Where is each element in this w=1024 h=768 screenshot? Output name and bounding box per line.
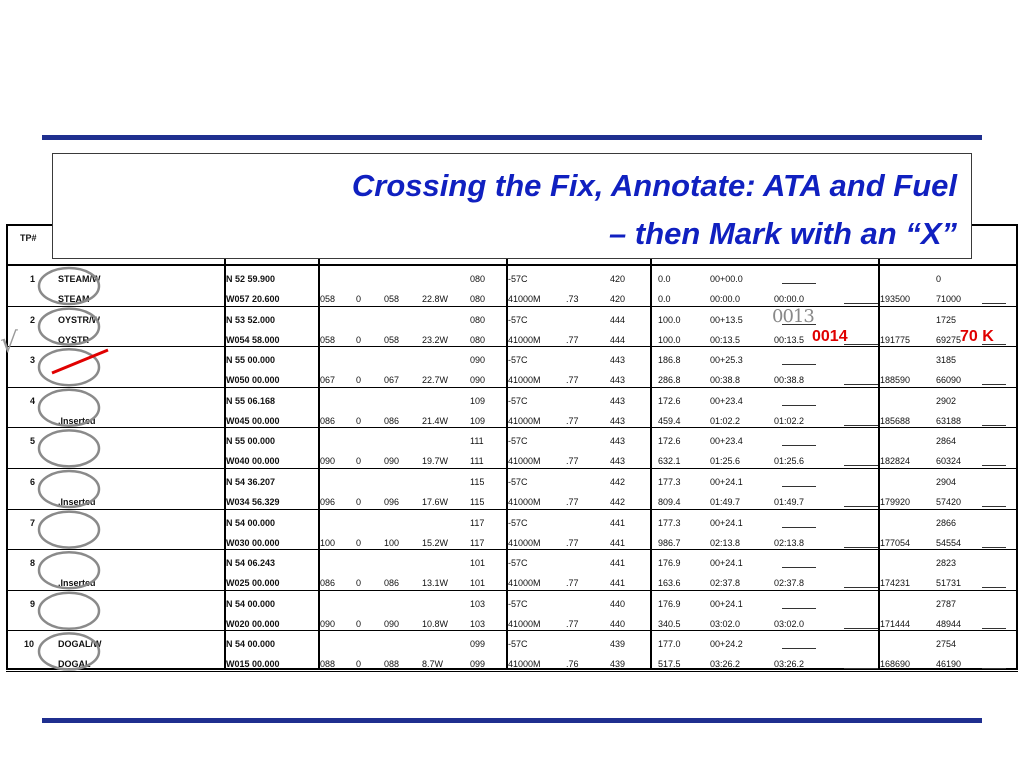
cell-tc: 100 [320, 537, 336, 548]
cell-name2: OYSTR [58, 334, 90, 345]
cell-ete1: 00+24.1 [710, 477, 743, 487]
cell-wind: 19.7W [422, 456, 449, 467]
cell-var: 0 [356, 578, 362, 589]
cell-dist2: 286.8 [658, 375, 681, 386]
cell-ete1: 00+00.0 [710, 274, 743, 284]
cell-mach: .77 [566, 334, 579, 345]
cell-tas2: 420 [610, 294, 626, 304]
cell-mh2: 080 [470, 334, 486, 345]
cell-lon: W034 56.329 [226, 497, 280, 507]
cell-dist2: 986.7 [658, 537, 681, 548]
row-divider [6, 306, 1018, 307]
cell-dist1: 172.6 [658, 436, 681, 447]
cell-wind: 15.2W [422, 537, 449, 548]
column-divider [1016, 224, 1018, 670]
cell-dist1: 177.3 [658, 477, 681, 487]
fill-in-blank[interactable] [844, 496, 878, 507]
cell-mh2: 109 [470, 415, 486, 426]
cell-mh2: 111 [470, 456, 484, 467]
cell-eta: 01:25.6 [774, 456, 805, 467]
cell-tas2: 443 [610, 375, 626, 386]
cell-mc: 067 [384, 375, 400, 386]
fill-in-blank[interactable] [982, 618, 1006, 629]
handwritten-time: 0013 [772, 306, 814, 327]
cell-mach: .77 [566, 415, 579, 426]
cell-wind: 8.7W [422, 659, 444, 670]
fill-in-blank[interactable] [844, 415, 878, 426]
cell-name2: .Inserted [58, 415, 96, 426]
cell-temp: -57C [508, 355, 528, 366]
cell-ete2: 01:02.2 [710, 415, 741, 426]
cell-dist1: 0.0 [658, 274, 671, 284]
cell-alt: 41000M [508, 578, 541, 589]
title-line-2: – then Mark with an “X” [609, 216, 957, 251]
cell-tas1: 441 [610, 558, 626, 569]
cell-lon: W045 00.000 [226, 415, 280, 426]
top-rule [42, 135, 982, 140]
cell-lat: N 55 00.000 [226, 436, 276, 447]
cell-ete1: 00+24.1 [710, 598, 743, 609]
cell-fuel-a: 185688 [880, 415, 911, 426]
cell-ete2: 02:13.8 [710, 537, 741, 548]
cell-tc: 090 [320, 618, 336, 629]
cell-tp: 10 [24, 639, 35, 650]
cell-lat: N 55 00.000 [226, 355, 276, 366]
cell-mh1: 090 [470, 355, 486, 366]
cell-mh2: 115 [470, 497, 485, 507]
cell-mh1: 099 [470, 639, 486, 650]
fill-in-blank[interactable] [982, 293, 1006, 304]
cell-temp: -57C [508, 477, 528, 487]
cell-mach: .77 [566, 537, 579, 548]
cell-tas1: 440 [610, 598, 626, 609]
cell-dist2: 517.5 [658, 659, 681, 670]
cell-lat: N 54 00.000 [226, 598, 276, 609]
cell-tas2: 440 [610, 618, 626, 629]
cell-wind: 22.8W [422, 294, 449, 304]
cell-tas2: 444 [610, 334, 626, 345]
cell-tc: 058 [320, 334, 336, 345]
cell-tp: 7 [30, 517, 36, 528]
cell-dist1: 100.0 [658, 314, 681, 325]
cell-lon: W040 00.000 [226, 456, 280, 467]
row-divider [6, 427, 1018, 428]
red-time-annotation: 0014 [812, 328, 848, 345]
cell-fuel-r1: 2754 [936, 639, 957, 650]
fill-in-blank[interactable] [782, 598, 816, 609]
cell-tc: 067 [320, 375, 336, 386]
cell-ete2: 01:25.6 [710, 456, 741, 467]
cell-fuel-a: 174231 [880, 578, 911, 589]
fill-in-blank[interactable] [844, 577, 878, 588]
cell-tp: 9 [30, 598, 36, 609]
cell-fuel-r2: 63188 [936, 415, 962, 426]
cell-fuel-r1: 2866 [936, 517, 957, 528]
cell-alt: 41000M [508, 659, 541, 670]
cell-tp: 5 [30, 436, 36, 447]
cell-tp: 2 [30, 314, 36, 325]
cell-name2: DOGAL [58, 659, 91, 670]
cell-var: 0 [356, 618, 362, 629]
cell-temp: -57C [508, 314, 528, 325]
cell-tc: 090 [320, 456, 336, 467]
cell-eta: 01:49.7 [774, 497, 805, 507]
cell-tp: 6 [30, 477, 36, 487]
cell-mach: .77 [566, 375, 579, 386]
cell-tc: 088 [320, 659, 336, 670]
slide-title [77, 162, 957, 258]
column-divider [6, 224, 8, 670]
cell-mh2: 080 [470, 294, 486, 304]
cell-wind: 17.6W [422, 497, 449, 507]
cell-tas1: 420 [610, 274, 626, 284]
cell-fuel-r2: 46190 [936, 659, 962, 670]
cell-ete2: 00:00.0 [710, 294, 741, 304]
cell-tas1: 444 [610, 314, 626, 325]
cell-mc: 096 [384, 497, 400, 507]
cell-fuel-a: 188590 [880, 375, 911, 386]
red-fuel-annotation: 70 K [960, 328, 994, 345]
cell-alt: 41000M [508, 375, 541, 386]
cell-mh1: 080 [470, 314, 486, 325]
cell-eta: 03:02.0 [774, 618, 805, 629]
cell-var: 0 [356, 334, 362, 345]
cell-eta: 00:00.0 [774, 294, 805, 304]
cell-fuel-r1: 2864 [936, 436, 957, 447]
fill-in-blank[interactable] [982, 455, 1006, 466]
cell-dist2: 459.4 [658, 415, 681, 426]
cell-ete2: 02:37.8 [710, 578, 741, 589]
cell-fuel-r2: 71000 [936, 294, 962, 304]
cell-tas2: 439 [610, 659, 626, 670]
cell-alt: 41000M [508, 294, 541, 304]
cell-fuel-a: 179920 [880, 497, 911, 507]
cell-fuel-r2: 66090 [936, 375, 962, 386]
cell-temp: -57C [508, 395, 528, 406]
cell-lon: W054 58.000 [226, 334, 280, 345]
cell-fuel-r1: 0 [936, 274, 942, 284]
cell-alt: 41000M [508, 618, 541, 629]
cell-name1: STEAM/W [58, 274, 101, 284]
cell-temp: -57C [508, 558, 528, 569]
cell-fuel-a: 168690 [880, 659, 911, 670]
cell-eta: 02:13.8 [774, 537, 805, 548]
cell-mach: .77 [566, 497, 579, 507]
row-divider [6, 630, 1018, 631]
cell-wind: 23.2W [422, 334, 449, 345]
cell-var: 0 [356, 415, 362, 426]
cell-var: 0 [356, 375, 362, 386]
cell-alt: 41000M [508, 497, 541, 507]
row-divider [6, 549, 1018, 550]
cell-mh1: 101 [470, 558, 486, 569]
fill-in-blank[interactable] [782, 638, 816, 649]
cell-mc: 088 [384, 659, 400, 670]
cell-ete1: 00+13.5 [710, 314, 743, 325]
flight-plan-sheet [6, 224, 1018, 670]
cell-ete1: 00+24.2 [710, 639, 743, 650]
cell-ete2: 00:13.5 [710, 334, 741, 345]
cell-lat: N 55 06.168 [226, 395, 276, 406]
cell-ete2: 01:49.7 [710, 497, 741, 507]
cell-fuel-a: 182824 [880, 456, 911, 467]
cell-tas1: 443 [610, 355, 626, 366]
cell-lat: N 54 36.207 [226, 477, 276, 487]
fill-in-blank[interactable] [982, 415, 1006, 426]
cell-mh1: 111 [470, 436, 484, 447]
cell-mc: 090 [384, 618, 400, 629]
cell-mach: .76 [566, 659, 579, 670]
cell-fuel-a: 191775 [880, 334, 911, 345]
cell-fuel-r1: 2902 [936, 395, 957, 406]
cell-tc: 086 [320, 415, 336, 426]
cell-mh1: 117 [470, 517, 485, 528]
cell-mc: 090 [384, 456, 400, 467]
cell-tc: 096 [320, 497, 336, 507]
cell-dist2: 340.5 [658, 618, 681, 629]
column-divider [878, 224, 880, 670]
cell-tp: 3 [30, 355, 36, 366]
cell-mh2: 101 [470, 578, 486, 589]
cell-fuel-r2: 51731 [936, 578, 962, 589]
cell-mc: 086 [384, 415, 400, 426]
cell-tas2: 443 [610, 456, 626, 467]
cell-name1: OYSTR/W [58, 314, 100, 325]
title-box [52, 153, 972, 259]
fill-in-blank[interactable] [982, 496, 1006, 507]
cell-lon: W057 20.600 [226, 294, 280, 304]
cell-dist2: 809.4 [658, 497, 681, 507]
cell-dist1: 177.0 [658, 639, 681, 650]
cell-ete1: 00+23.4 [710, 436, 743, 447]
cell-fuel-r1: 3185 [936, 355, 957, 366]
cell-dist2: 163.6 [658, 578, 681, 589]
row-divider [6, 468, 1018, 469]
fill-in-blank[interactable] [844, 658, 878, 669]
cell-wind: 10.8W [422, 618, 449, 629]
row-divider [6, 671, 1018, 672]
cell-alt: 41000M [508, 537, 541, 548]
cell-lat: N 53 52.000 [226, 314, 276, 325]
cell-eta: 01:02.2 [774, 415, 805, 426]
fill-in-blank[interactable] [982, 537, 1006, 548]
cell-dist2: 100.0 [658, 334, 681, 345]
row-divider [6, 346, 1018, 347]
fill-in-blank[interactable] [844, 537, 878, 548]
cell-mh1: 115 [470, 477, 485, 487]
cell-mc: 058 [384, 334, 400, 345]
cell-ete1: 00+24.1 [710, 517, 743, 528]
cell-var: 0 [356, 497, 362, 507]
cell-fuel-r2: 54554 [936, 537, 962, 548]
cell-eta: 00:13.5 [774, 334, 805, 345]
cell-dist2: 0.0 [658, 294, 671, 304]
fill-in-blank[interactable] [782, 435, 816, 446]
cell-tas2: 443 [610, 415, 626, 426]
cell-fuel-r2: 48944 [936, 618, 962, 629]
cell-tas1: 439 [610, 639, 626, 650]
column-divider [318, 224, 320, 670]
cell-tc: 086 [320, 578, 336, 589]
cell-var: 0 [356, 294, 362, 304]
cell-mach: .77 [566, 578, 579, 589]
row-divider [6, 509, 1018, 510]
cell-mh2: 103 [470, 618, 486, 629]
title-line-1: Crossing the Fix, Annotate: ATA and Fuel [351, 168, 957, 203]
cell-lat: N 54 00.000 [226, 639, 276, 650]
cell-ete1: 00+25.3 [710, 355, 743, 366]
cell-name1: DOGAL/W [58, 639, 102, 650]
cell-lon: W015 00.000 [226, 659, 280, 670]
cell-tc: 058 [320, 294, 336, 304]
cell-alt: 41000M [508, 456, 541, 467]
fill-in-blank[interactable] [782, 354, 816, 365]
cell-mh1: 109 [470, 395, 486, 406]
cell-tp: 1 [30, 274, 36, 284]
row-divider [6, 264, 1018, 266]
fill-in-blank[interactable] [982, 658, 1006, 669]
cell-mc: 058 [384, 294, 400, 304]
cell-fuel-a: 193500 [880, 294, 911, 304]
cell-temp: -57C [508, 639, 528, 650]
cell-tp: 4 [30, 395, 36, 406]
cell-dist1: 177.3 [658, 517, 681, 528]
fill-in-blank[interactable] [844, 455, 878, 466]
cell-lat: N 54 06.243 [226, 558, 276, 569]
fill-in-blank[interactable] [982, 577, 1006, 588]
cell-mh1: 080 [470, 274, 486, 284]
fill-in-blank[interactable] [782, 476, 816, 487]
fill-in-blank[interactable] [844, 293, 878, 304]
cell-wind: 13.1W [422, 578, 449, 589]
fill-in-blank[interactable] [844, 334, 878, 345]
cell-fuel-r2: 69275 [936, 334, 962, 345]
cell-name2: STEAM [58, 294, 90, 304]
cell-lat: N 52 59.900 [226, 274, 276, 284]
row-divider [6, 387, 1018, 388]
cell-fuel-r2: 57420 [936, 497, 962, 507]
cell-mach: .73 [566, 294, 579, 304]
cell-ete2: 03:26.2 [710, 659, 741, 670]
fill-in-blank[interactable] [782, 557, 816, 568]
cell-dist2: 632.1 [658, 456, 681, 467]
cell-dist1: 176.9 [658, 558, 681, 569]
cell-fuel-r1: 2787 [936, 598, 957, 609]
cell-ete1: 00+24.1 [710, 558, 743, 569]
fill-in-blank[interactable] [982, 374, 1006, 385]
cell-lon: W050 00.000 [226, 375, 280, 386]
cell-var: 0 [356, 456, 362, 467]
cell-ete2: 00:38.8 [710, 375, 741, 386]
cell-tas2: 442 [610, 497, 626, 507]
cell-fuel-r2: 60324 [936, 456, 962, 467]
cell-temp: -57C [508, 274, 528, 284]
row-divider [6, 590, 1018, 591]
fill-in-blank[interactable] [782, 517, 816, 528]
cell-tas1: 441 [610, 517, 626, 528]
cell-mc: 100 [384, 537, 400, 548]
cell-wind: 21.4W [422, 415, 449, 426]
cell-tp: 8 [30, 558, 36, 569]
cell-fuel-a: 171444 [880, 618, 911, 629]
cell-mh2: 117 [470, 537, 485, 548]
cell-ete1: 00+23.4 [710, 395, 743, 406]
cell-mach: .77 [566, 618, 579, 629]
cell-eta: 02:37.8 [774, 578, 805, 589]
fill-in-blank[interactable] [844, 374, 878, 385]
cell-tas2: 441 [610, 537, 626, 548]
cell-lon: W030 00.000 [226, 537, 280, 548]
cell-mach: .77 [566, 456, 579, 467]
fill-in-blank[interactable] [844, 618, 878, 629]
fill-in-blank[interactable] [782, 395, 816, 406]
cell-var: 0 [356, 537, 362, 548]
cell-tas2: 441 [610, 578, 626, 589]
cell-fuel-r1: 2823 [936, 558, 957, 569]
cell-mh2: 099 [470, 659, 486, 670]
cell-tas1: 443 [610, 395, 626, 406]
cell-lon: W025 00.000 [226, 578, 280, 589]
cell-alt: 41000M [508, 415, 541, 426]
cell-eta: 00:38.8 [774, 375, 805, 386]
cell-var: 0 [356, 659, 362, 670]
column-divider [650, 224, 652, 670]
cell-fuel-a: 177054 [880, 537, 911, 548]
tp-header: TP# [20, 233, 37, 243]
cell-name2: .Inserted [58, 497, 96, 507]
cell-mh2: 090 [470, 375, 486, 386]
cell-wind: 22.7W [422, 375, 449, 386]
cell-lon: W020 00.000 [226, 618, 280, 629]
fill-in-blank[interactable] [782, 273, 816, 284]
cell-fuel-r1: 2904 [936, 477, 957, 487]
cell-temp: -57C [508, 436, 528, 447]
cell-lat: N 54 00.000 [226, 517, 276, 528]
cell-eta: 03:26.2 [774, 659, 805, 670]
checkmark-icon: √ [0, 326, 17, 359]
cell-dist1: 186.8 [658, 355, 681, 366]
cell-mh1: 103 [470, 598, 486, 609]
cell-name2: .Inserted [58, 578, 96, 589]
cell-alt: 41000M [508, 334, 541, 345]
cell-dist1: 176.9 [658, 598, 681, 609]
cell-ete2: 03:02.0 [710, 618, 741, 629]
cell-dist1: 172.6 [658, 395, 681, 406]
cell-mc: 086 [384, 578, 400, 589]
cell-tas1: 442 [610, 477, 626, 487]
cell-fuel-r1: 1725 [936, 314, 957, 325]
cell-temp: -57C [508, 517, 528, 528]
cell-temp: -57C [508, 598, 528, 609]
bottom-rule [42, 718, 982, 723]
cell-tas1: 443 [610, 436, 626, 447]
